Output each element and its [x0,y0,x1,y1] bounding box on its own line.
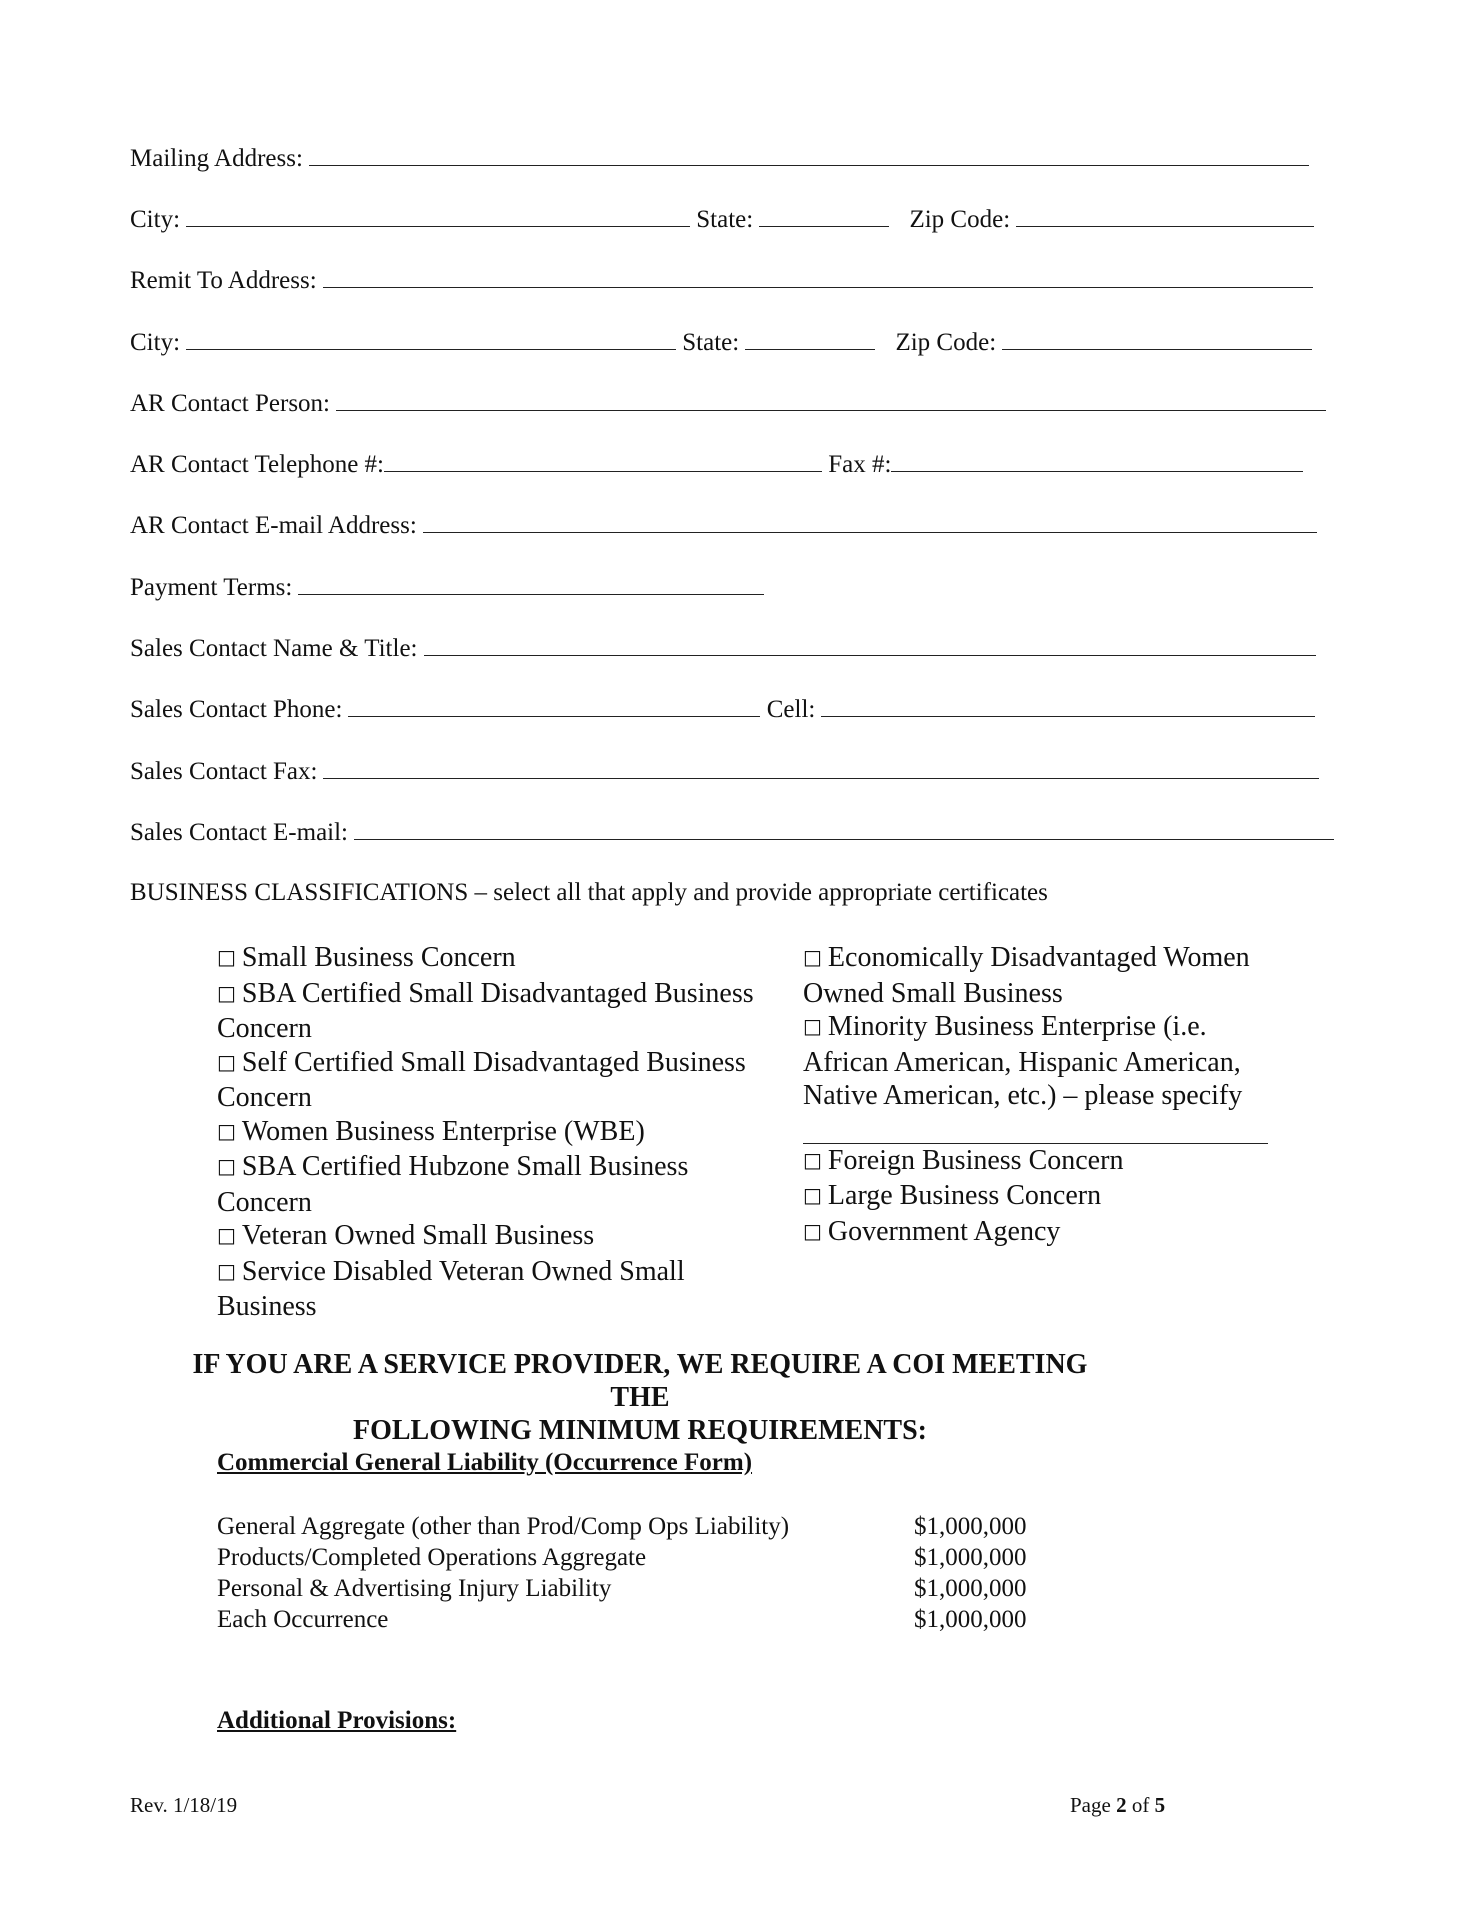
classification-item[interactable]: □ Large Business Concern [803,1180,1102,1211]
coverage-row: General Aggregate (other than Prod/Comp Ops Liability) $1,000,000 [217,1513,1027,1540]
ar-contact-person-field[interactable] [336,388,1326,411]
sales-email-field[interactable] [354,817,1334,840]
payment-terms-row [130,572,764,603]
sales-fax-row [130,756,1319,787]
sales-name-title-row [130,633,1316,664]
mailing-address-row [130,143,1309,174]
business-classifications-heading: BUSINESS CLASSIFICATIONS – select all that apply and provide appropriate certificates [130,879,1048,906]
checkbox-icon[interactable]: □ [217,1258,236,1283]
city-field[interactable] [186,327,676,350]
sales-email-label: Sales Contact E-mail: [130,819,349,846]
zip-label: Zip Code: [895,329,997,356]
payment-terms-field[interactable] [298,572,764,595]
classification-item[interactable]: □ Self Certified Small Disadvantaged Business Concern [217,1046,746,1113]
remit-address-field[interactable] [323,265,1313,288]
sales-email-row [130,817,1334,848]
state-field[interactable] [745,327,875,350]
coverage-table [217,1511,1027,1635]
checkbox-icon[interactable]: □ [803,1218,822,1243]
sales-fax-field[interactable] [323,756,1319,779]
checkbox-icon[interactable]: □ [803,1183,822,1207]
city-state-zip-row-1 [130,204,1314,235]
specify-field[interactable] [803,1113,1268,1144]
classifications-left-column [217,941,777,1324]
ar-contact-phone-row [130,449,1303,480]
ar-contact-person-row [130,388,1326,419]
classification-item[interactable]: □ Women Business Enterprise (WBE) [217,1115,645,1147]
city-field[interactable] [186,204,690,227]
state-label: State: [682,329,740,356]
mailing-address-label: Mailing Address: [130,145,303,172]
ar-contact-person-label: AR Contact Person: [130,390,330,417]
revision-date: Rev. 1/18/19 [130,1793,238,1817]
zip-label: Zip Code: [909,206,1011,233]
classification-item[interactable]: □ Small Business Concern [217,942,516,973]
zip-field[interactable] [1002,327,1312,350]
cell-field[interactable] [821,694,1315,717]
mailing-address-field[interactable] [309,143,1309,166]
additional-provisions-title: Additional Provisions: [217,1707,457,1734]
cgl-title: Commercial General Liability (Occurrence Form) [217,1449,753,1476]
checkbox-icon[interactable]: □ [803,945,822,969]
sales-phone-row [130,694,1315,725]
coi-heading [190,1348,1090,1447]
sales-phone-label: Sales Contact Phone: [130,696,343,723]
remit-address-row [130,265,1313,296]
zip-field[interactable] [1016,204,1314,227]
coverage-row: Each Occurrence $1,000,000 [217,1606,1027,1633]
coverage-row: Products/Completed Operations Aggregate $1,000,000 [217,1544,1027,1571]
state-label: State: [696,206,754,233]
checkbox-icon[interactable]: □ [217,1154,236,1178]
classification-item[interactable]: □ SBA Certified Hubzone Small Business Concern [217,1151,689,1218]
checkbox-icon[interactable]: □ [217,980,236,1005]
ar-contact-email-label: AR Contact E-mail Address: [130,512,417,539]
ar-contact-email-field[interactable] [423,510,1317,533]
classification-item[interactable]: □ Government Agency [803,1215,1061,1247]
sales-fax-label: Sales Contact Fax: [130,758,318,785]
classification-item[interactable]: □ Veteran Owned Small Business [217,1220,595,1251]
city-label: City: [130,329,181,356]
remit-address-label: Remit To Address: [130,267,317,294]
fax-label: Fax #: [828,451,892,478]
checkbox-icon[interactable]: □ [217,1118,236,1143]
checkbox-icon[interactable]: □ [217,945,236,969]
checkbox-icon[interactable]: □ [217,1223,236,1247]
cell-label: Cell: [766,696,816,723]
sales-name-title-field[interactable] [424,633,1316,656]
checkbox-icon[interactable]: □ [803,1147,822,1172]
fax-field[interactable] [891,449,1303,472]
classification-item[interactable]: □ SBA Certified Small Disadvantaged Business Concern [217,977,754,1044]
ar-contact-telephone-field[interactable] [384,449,822,472]
classification-item[interactable]: □ Service Disabled Veteran Owned Small Business [217,1255,685,1322]
coi-heading-line-1: IF YOU ARE A SERVICE PROVIDER, WE REQUIRE A COI MEETING THE [192,1349,1088,1413]
coverage-row: Personal & Advertising Injury Liability $1,000,000 [217,1575,1027,1602]
classification-item[interactable]: □ Economically Disadvantaged Women Owned Small Business [803,942,1250,1009]
page-number: Page 2 of 5 [1070,1793,1166,1817]
sales-phone-field[interactable] [348,694,760,717]
classification-item[interactable]: □ Minority Business Enterprise (i.e. African American, Hispanic American, Native American, etc.) – please specify [803,1010,1293,1144]
state-field[interactable] [759,204,889,227]
ar-contact-telephone-label: AR Contact Telephone #: [130,451,384,478]
classifications-right-column [803,941,1293,1250]
checkbox-icon[interactable]: □ [217,1049,236,1074]
sales-name-title-label: Sales Contact Name & Title: [130,635,418,662]
city-label: City: [130,206,181,233]
coi-heading-line-2: FOLLOWING MINIMUM REQUIREMENTS: [352,1415,927,1446]
checkbox-icon[interactable]: □ [803,1014,822,1038]
ar-contact-email-row [130,510,1317,541]
payment-terms-label: Payment Terms: [130,574,293,601]
classification-item[interactable]: □ Foreign Business Concern [803,1144,1124,1176]
city-state-zip-row-2 [130,327,1312,358]
